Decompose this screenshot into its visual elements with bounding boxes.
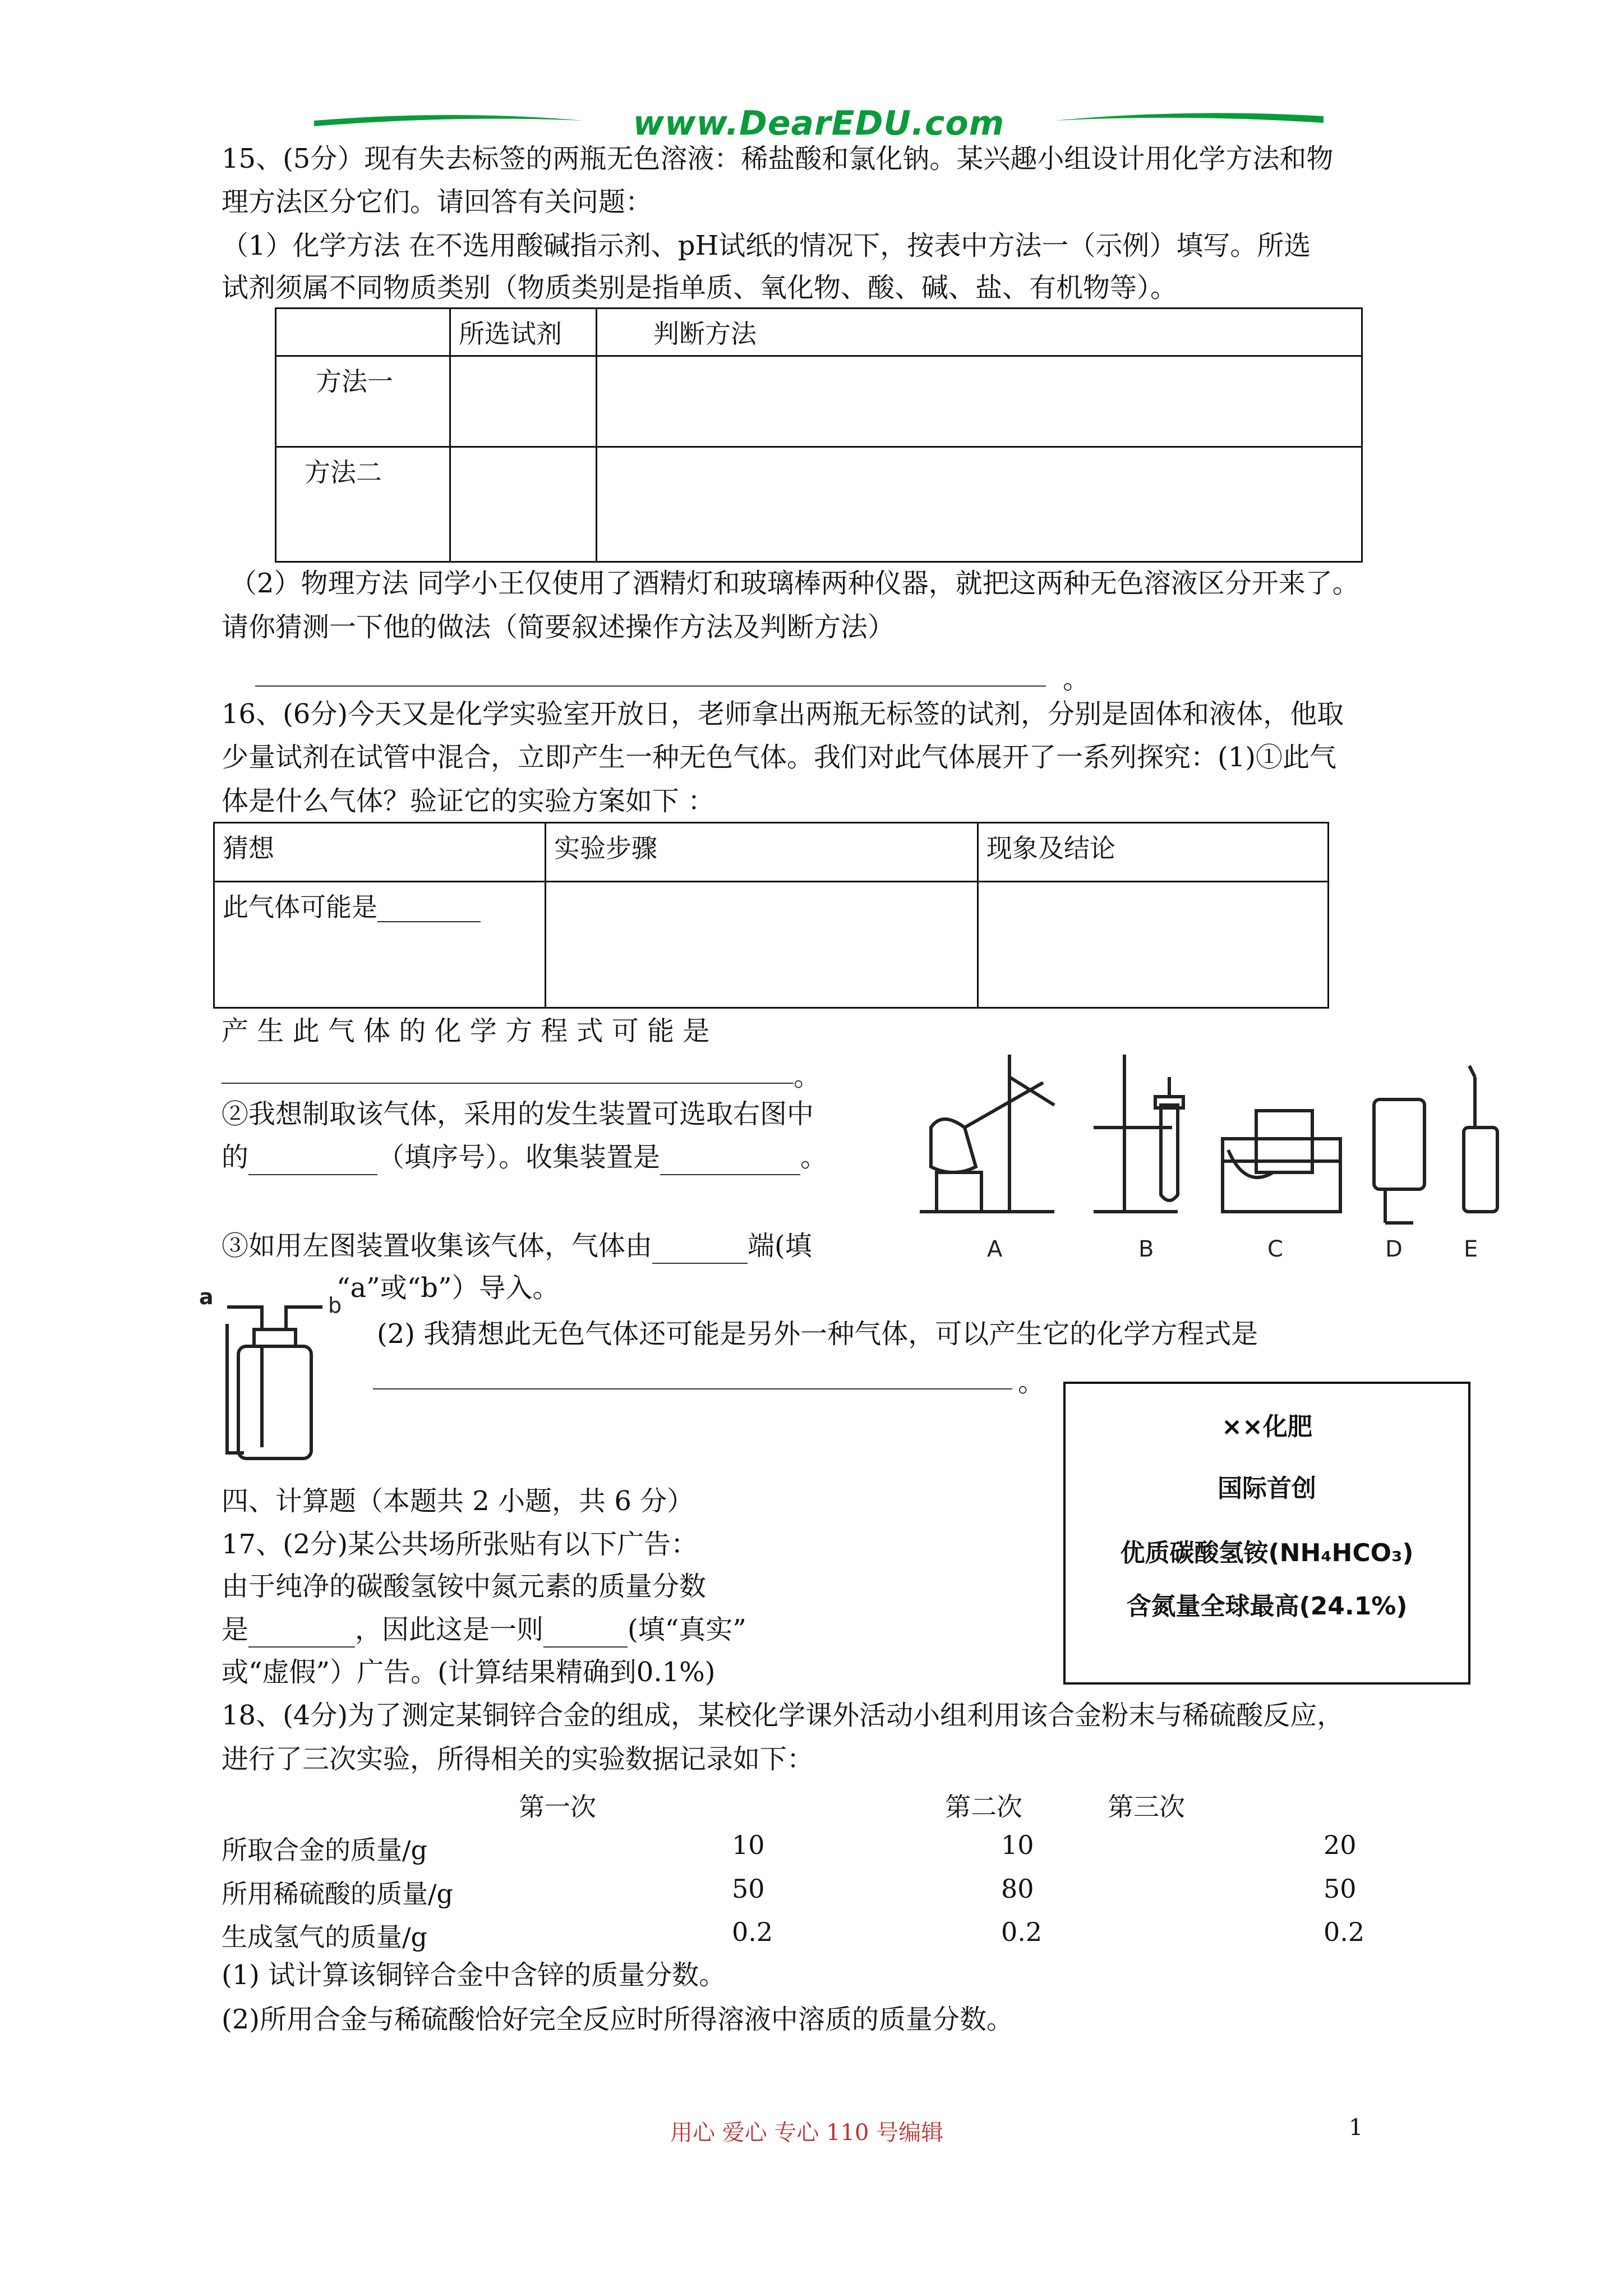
q18-sub2: (2)所用合金与稀硫酸恰好完全反应时所得溶液中溶质的质量分数。 (222, 2004, 1013, 2035)
q18-cell: 50 (1324, 1874, 1357, 1904)
table-row (222, 1874, 1399, 1907)
q16-line4-end: 。 (794, 1061, 821, 1092)
apparatus-label-c: C (1267, 1236, 1283, 1262)
q15-table-row2-label: 方法二 (276, 447, 450, 562)
q18-cell: 10 (732, 1830, 765, 1860)
ad-line3: 优质碳酸氢铵(NH₄HCO₃) (1120, 1539, 1414, 1567)
q15-line2: 理方法区分它们。请回答有关问题： (222, 186, 653, 218)
q16-equation-blank[interactable] (222, 1055, 794, 1084)
apparatus-figure (909, 1043, 1503, 1262)
q16-line4: 产 生 此 气 体 的 化 学 方 程 式 可 能 是 (222, 1015, 710, 1047)
q15-table-header-method: 判断方法 (597, 309, 1362, 356)
q18-header-3: 第三次 (1108, 1792, 1185, 1822)
site-name[interactable]: www.DearEDU.com (633, 104, 1005, 143)
q18-header-2: 第二次 (945, 1792, 1022, 1822)
q16-line9-end: 。 (1018, 1366, 1045, 1398)
q17-line3-end: (填“真实” (628, 1614, 746, 1645)
q17-line2: 由于纯净的碳酸氢铵中氮元素的质量分数 (222, 1571, 707, 1602)
ad-line2: 国际首创 (1218, 1474, 1316, 1503)
q18-cell: 0.2 (1001, 1917, 1043, 1947)
q16-table-header-result: 现象及结论 (978, 823, 1329, 882)
section4-title: 四、计算题（本题共 2 小题，共 6 分） (222, 1485, 694, 1517)
q16-line3: 体是什么气体？验证它的实验方案如下 ： (222, 785, 715, 817)
q18-line1: 18、(4分)为了测定某铜锌合金的组成，某校化学课外活动小组利用该合金粉末与稀硫酸反应， (222, 1700, 1344, 1731)
ad-line1: ××化肥 (1221, 1412, 1312, 1441)
q16-line6-end: 。 (800, 1142, 828, 1173)
q17-truth-blank[interactable] (543, 1614, 628, 1648)
q16-line9: (2) 我猜想此无色气体还可能是另外一种气体，可以产生它的化学方程式是 (377, 1318, 1258, 1350)
q18-row-label: 生成氢气的质量/g (222, 1922, 427, 1952)
bottle-port-a: a (199, 1285, 214, 1309)
table-row (222, 1917, 1399, 1950)
q15-line6: 请你猜测一下他的做法（简要叙述操作方法及判断方法） (222, 611, 895, 643)
q16-plan-table (213, 822, 1329, 1009)
ad-line4: 含氮量全球最高(24.1%) (1126, 1592, 1408, 1621)
q17-line3-start: 是 (222, 1614, 249, 1645)
q18-cell: 0.2 (732, 1917, 773, 1947)
q15-table-corner (276, 309, 450, 356)
q16-table-header-guess: 猜想 (214, 823, 546, 882)
q15-table-row2-method[interactable] (597, 447, 1362, 562)
q18-sub1: (1) 试计算该铜锌合金中含锌的质量分数。 (222, 1959, 726, 1991)
page-number: 1 (1349, 2115, 1363, 2141)
q18-cell: 50 (732, 1874, 765, 1904)
q16-table-guess-cell[interactable]: 此气体可能是________ (214, 882, 546, 1008)
q15-line4: 试剂须属不同物质类别（物质类别是指单质、氧化物、酸、碱、盐、有机物等）。 (222, 272, 1178, 303)
q17-line4: 或“虚假”）广告。(计算结果精确到0.1%) (222, 1657, 716, 1688)
bottle-port-b: b (328, 1293, 342, 1318)
q18-cell: 20 (1324, 1830, 1357, 1860)
q18-row-label: 所取合金的质量/g (222, 1835, 427, 1865)
q16-table-steps-cell[interactable] (546, 882, 978, 1008)
apparatus-label-a: A (987, 1236, 1003, 1262)
q16-line6-mid: （填序号）。收集装置是 (377, 1142, 661, 1173)
apparatus-label-d: D (1385, 1236, 1403, 1262)
apparatus-label-e: E (1464, 1236, 1478, 1262)
q16-collect-blank[interactable] (660, 1142, 800, 1175)
q16-device-blank[interactable] (248, 1142, 377, 1175)
q15-table-row2-reagent[interactable] (450, 447, 597, 562)
q18-line2: 进行了三次实验，所得相关的实验数据记录如下： (222, 1743, 814, 1775)
q16-table-result-cell[interactable] (978, 882, 1329, 1008)
q15-line3: （1）化学方法 在不选用酸碱指示剂、pH试纸的情况下，按表中方法一（示例）填写。所选 (222, 230, 1311, 261)
q15-table-row1-label: 方法一 (276, 356, 450, 447)
q15-line5: （2）物理方法 同学小王仅使用了酒精灯和玻璃棒两种仪器，就把这两种无色溶液区分开来了。 (230, 568, 1359, 599)
q15-table-row1-reagent[interactable] (450, 356, 597, 447)
q16-table-header-steps: 实验步骤 (546, 823, 978, 882)
q16-line2: 少量试剂在试管中混合，立即产生一种无色气体。我们对此气体展开了一系列探究：(1)①此气 (222, 742, 1336, 773)
q15-method-table (275, 307, 1363, 563)
q16-line1: 16、(6分)今天又是化学实验室开放日，老师拿出两瓶无标签的试剂，分别是固体和液体，他取 (222, 698, 1344, 730)
q16-second-equation-blank[interactable] (373, 1360, 1012, 1389)
q16-line6-start: 的 (222, 1142, 249, 1173)
q16-line8: “a”或“b”）导入。 (336, 1272, 560, 1304)
q17-line1: 17、(2分)某公共场所张贴有以下广告： (222, 1529, 698, 1560)
q15-line1: 15、(5分）现有失去标签的两瓶无色溶液：稀盐酸和氯化钠。某兴趣小组设计用化学方法和物 (222, 143, 1334, 174)
q16-end-blank[interactable] (652, 1230, 748, 1264)
gas-bottle-figure (193, 1285, 342, 1470)
q18-cell: 80 (1001, 1874, 1034, 1904)
q18-cell: 10 (1001, 1830, 1034, 1860)
q15-answer-blank[interactable] (255, 657, 1046, 687)
apparatus-label-b: B (1138, 1236, 1154, 1262)
q16-line5: ②我想制取该气体，采用的发生装置可选取右图中 (222, 1098, 814, 1130)
q16-line7-end: 端(填 (748, 1230, 812, 1262)
site-header (314, 104, 1324, 143)
q15-line6-end: 。 (1063, 664, 1090, 695)
q17-fraction-blank[interactable] (248, 1614, 355, 1648)
table-row (222, 1830, 1399, 1864)
q18-table-header (222, 1787, 1399, 1820)
q15-table-row1-method[interactable] (597, 356, 1362, 447)
q16-line7-start: ③如用左图装置收集该气体，气体由 (222, 1230, 653, 1262)
q18-row-label: 所用稀硫酸的质量/g (222, 1879, 453, 1909)
q18-header-1: 第一次 (519, 1792, 596, 1822)
footer-text: 用心 爱心 专心 110 号编辑 (670, 2120, 944, 2146)
q15-table-header-reagent: 所选试剂 (450, 309, 597, 356)
q17-line3-mid: ，因此这是一则 (355, 1614, 544, 1645)
fertilizer-ad-box (1063, 1382, 1470, 1685)
q18-cell: 0.2 (1324, 1917, 1365, 1947)
